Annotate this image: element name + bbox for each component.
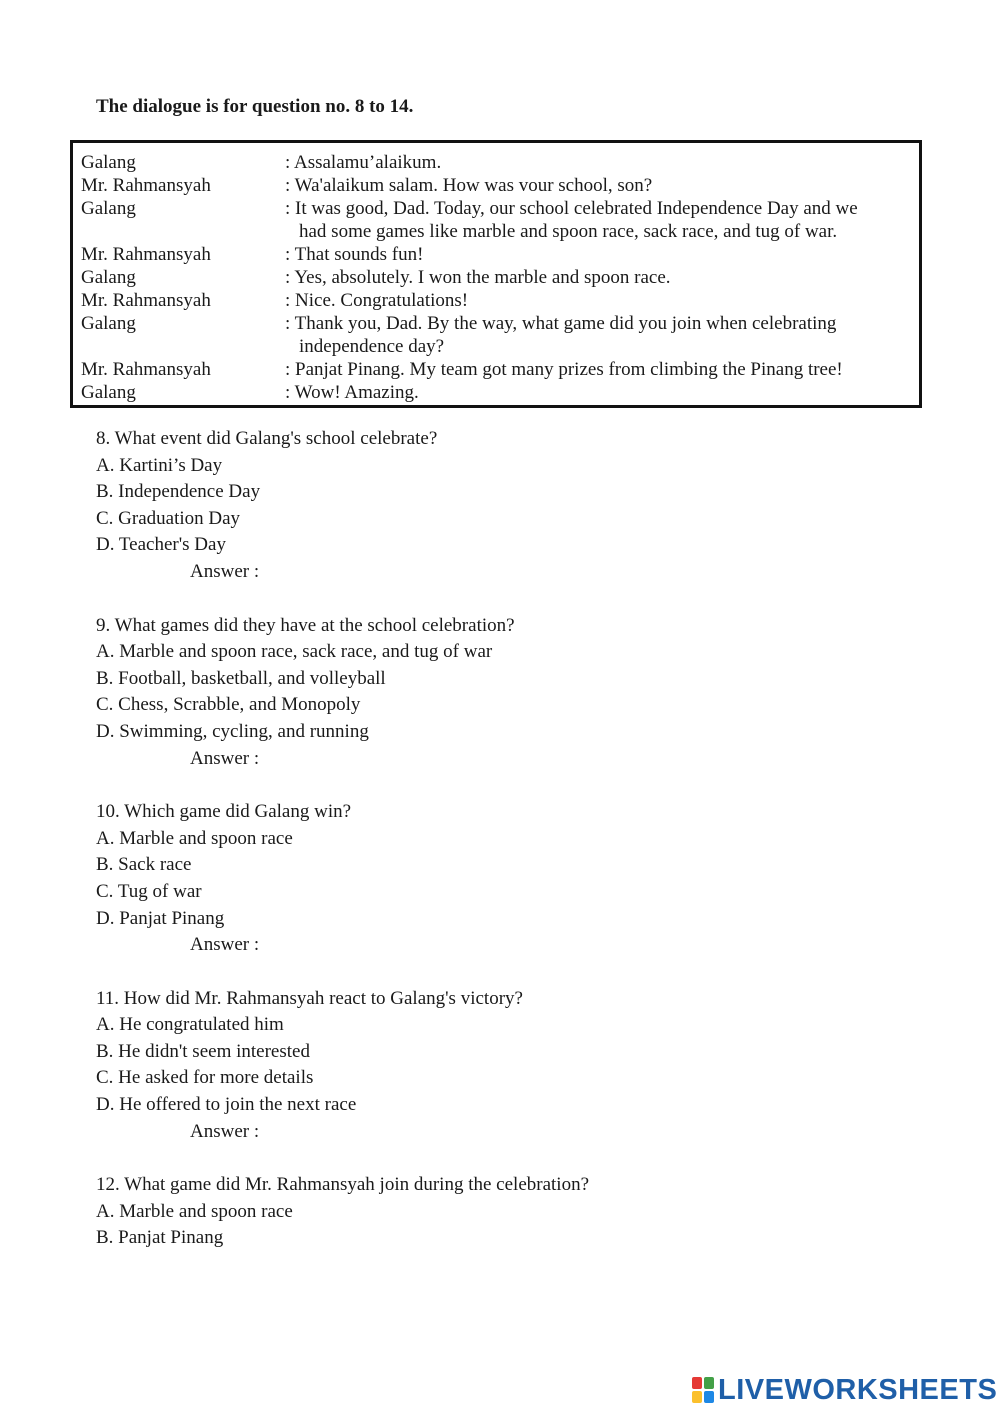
dialogue-text: : Wow! Amazing.	[285, 382, 419, 403]
dialogue-text-continued: had some games like marble and spoon race, sack race, and tug of war.	[299, 221, 838, 242]
dialogue-line	[73, 289, 919, 312]
answer-option[interactable]: D. Teacher's Day	[96, 534, 226, 556]
dialogue-line	[73, 266, 919, 289]
dialogue-speaker: Mr. Rahmansyah	[81, 175, 211, 196]
dialogue-utterance	[285, 151, 919, 174]
liveworksheets-logo-icon	[692, 1377, 714, 1403]
answer-field[interactable]: Answer :	[190, 1120, 260, 1142]
dialogue-line	[73, 358, 919, 381]
dialogue-text: : Assalamu’alaikum.	[285, 152, 442, 173]
liveworksheets-logo[interactable]	[692, 1374, 997, 1406]
question-block	[96, 986, 916, 1146]
question-block	[96, 799, 916, 959]
question-block	[96, 426, 916, 586]
dialogue-text: : Thank you, Dad. By the way, what game did you join when celebrating	[285, 313, 837, 334]
logo-square-green	[704, 1377, 714, 1389]
question-text: 9. What games did they have at the school celebration?	[96, 614, 515, 636]
answer-option[interactable]: A. He congratulated him	[96, 1014, 284, 1036]
answer-option[interactable]: B. Panjat Pinang	[96, 1227, 224, 1249]
answer-option[interactable]: C. Chess, Scrabble, and Monopoly	[96, 694, 361, 716]
dialogue-speaker: Galang	[81, 198, 136, 219]
answer-field[interactable]: Answer :	[190, 747, 260, 769]
dialogue-speaker: Galang	[81, 152, 136, 173]
answer-option[interactable]: B. Independence Day	[96, 481, 261, 503]
dialogue-utterance	[285, 381, 919, 404]
dialogue-line	[73, 312, 919, 358]
answer-option[interactable]: A. Kartini’s Day	[96, 454, 223, 476]
logo-square-red	[692, 1377, 702, 1389]
dialogue-line	[73, 243, 919, 266]
dialogue-line	[73, 381, 919, 404]
dialogue-utterance	[285, 358, 919, 381]
answer-option[interactable]: A. Marble and spoon race, sack race, and tug of war	[96, 641, 493, 663]
dialogue-speaker: Mr. Rahmansyah	[81, 244, 211, 265]
answer-option[interactable]: B. He didn't seem interested	[96, 1040, 310, 1062]
answer-option[interactable]: B. Sack race	[96, 854, 192, 876]
dialogue-line	[73, 151, 919, 174]
question-block	[96, 613, 916, 773]
question-text: 8. What event did Galang's school celebrate?	[96, 428, 438, 449]
dialogue-utterance	[285, 197, 919, 243]
dialogue-text: : That sounds fun!	[285, 244, 424, 265]
questions-list	[96, 426, 916, 1279]
dialogue-text: : It was good, Dad. Today, our school celebrated Independence Day and we	[285, 198, 858, 219]
answer-option[interactable]: A. Marble and spoon race	[96, 1200, 293, 1222]
dialogue-text: : Panjat Pinang. My team got many prizes from climbing the Pinang tree!	[285, 359, 843, 380]
answer-option[interactable]: B. Football, basketball, and volleyball	[96, 667, 386, 689]
dialogue-line	[73, 197, 919, 243]
answer-option[interactable]: C. Graduation Day	[96, 507, 241, 529]
dialogue-utterance	[285, 243, 919, 266]
logo-text: LIVEWORKSHEETS	[718, 1373, 998, 1406]
dialogue-text: : Yes, absolutely. I won the marble and spoon race.	[285, 267, 671, 288]
logo-square-yellow	[692, 1391, 702, 1403]
question-text: 12. What game did Mr. Rahmansyah join during the celebration?	[96, 1174, 589, 1196]
dialogue-speaker: Galang	[81, 382, 136, 403]
dialogue-utterance	[285, 174, 919, 197]
dialogue-speaker: Mr. Rahmansyah	[81, 290, 211, 311]
dialogue-text: : Wa'alaikum salam. How was vour school, son?	[285, 175, 653, 196]
dialogue-speaker: Galang	[81, 313, 136, 334]
answer-option[interactable]: D. He offered to join the next race	[96, 1094, 357, 1116]
question-block	[96, 1172, 916, 1252]
dialogue-box	[70, 140, 922, 408]
dialogue-speaker: Galang	[81, 267, 136, 288]
dialogue-utterance	[285, 266, 919, 289]
answer-option[interactable]: C. He asked for more details	[96, 1067, 314, 1089]
answer-field[interactable]: Answer :	[190, 934, 260, 956]
question-text: 10. Which game did Galang win?	[96, 801, 352, 823]
answer-option[interactable]: D. Panjat Pinang	[96, 907, 225, 929]
section-heading: The dialogue is for question no. 8 to 14.	[96, 96, 414, 117]
answer-option[interactable]: D. Swimming, cycling, and running	[96, 720, 369, 742]
dialogue-utterance	[285, 289, 919, 312]
dialogue-speaker: Mr. Rahmansyah	[81, 359, 211, 380]
answer-option[interactable]: C. Tug of war	[96, 880, 202, 902]
answer-option[interactable]: A. Marble and spoon race	[96, 827, 293, 849]
dialogue-text: : Nice. Congratulations!	[285, 290, 469, 311]
dialogue-text-continued: independence day?	[299, 336, 445, 357]
dialogue-line	[73, 174, 919, 197]
question-text: 11. How did Mr. Rahmansyah react to Galang's victory?	[96, 987, 523, 1009]
answer-field[interactable]: Answer :	[190, 560, 260, 582]
logo-square-blue	[704, 1391, 714, 1403]
dialogue-utterance	[285, 312, 919, 358]
